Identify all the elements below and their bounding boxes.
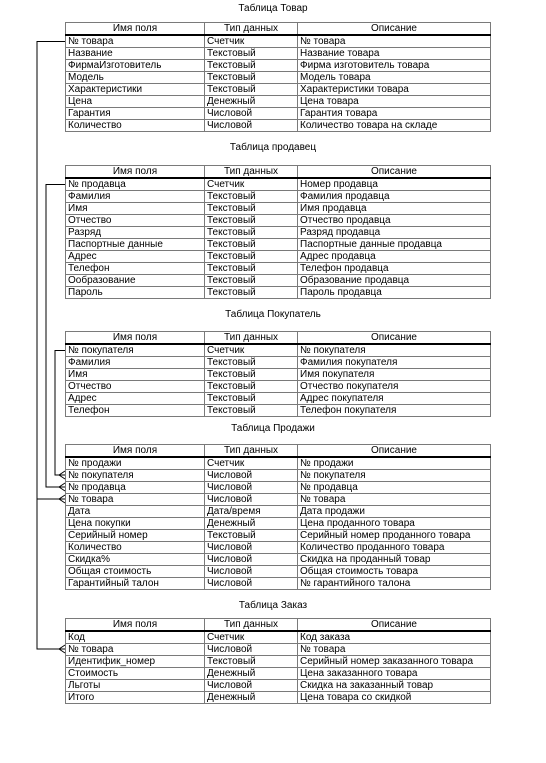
header-data-type: Тип данных <box>205 23 298 36</box>
data-type-cell: Текстовый <box>205 263 298 275</box>
description-cell: № товара <box>298 35 491 48</box>
field-name-cell: Льготы <box>66 680 205 692</box>
data-type-cell: Числовой <box>205 554 298 566</box>
description-cell: Фамилия продавца <box>298 191 491 203</box>
description-cell: Образование продавца <box>298 275 491 287</box>
header-description: Описание <box>298 166 491 179</box>
description-cell: № товара <box>298 644 491 656</box>
field-name-cell: Гарантийный талон <box>66 578 205 590</box>
description-cell: Адрес продавца <box>298 251 491 263</box>
field-name-cell: Пароль <box>66 287 205 299</box>
field-name-cell: Телефон <box>66 405 205 417</box>
field-name-cell: Имя <box>66 369 205 381</box>
data-type-cell: Текстовый <box>205 287 298 299</box>
description-cell: Цена заказанного товара <box>298 668 491 680</box>
data-type-cell: Текстовый <box>205 656 298 668</box>
description-cell: № покупателя <box>298 344 491 357</box>
data-type-cell: Счетчик <box>205 344 298 357</box>
data-type-cell: Текстовый <box>205 251 298 263</box>
description-cell: Модель товара <box>298 72 491 84</box>
data-type-cell: Числовой <box>205 482 298 494</box>
data-type-cell: Текстовый <box>205 405 298 417</box>
description-cell: Цена товара со скидкой <box>298 692 491 704</box>
description-cell: Серийный номер заказанного товара <box>298 656 491 668</box>
field-name-cell: Характеристики <box>66 84 205 96</box>
data-type-cell: Текстовый <box>205 72 298 84</box>
header-data-type: Тип данных <box>205 445 298 458</box>
field-name-cell: Модель <box>66 72 205 84</box>
header-description: Описание <box>298 332 491 345</box>
data-type-cell: Денежный <box>205 96 298 108</box>
data-type-cell: Счетчик <box>205 35 298 48</box>
description-cell: Пароль продавца <box>298 287 491 299</box>
description-cell: № продавца <box>298 482 491 494</box>
data-type-cell: Числовой <box>205 566 298 578</box>
field-name-cell: Фамилия <box>66 357 205 369</box>
data-type-cell: Счетчик <box>205 457 298 470</box>
data-type-cell: Текстовый <box>205 239 298 251</box>
data-type-cell: Текстовый <box>205 369 298 381</box>
data-type-cell: Числовой <box>205 494 298 506</box>
header-description: Описание <box>298 445 491 458</box>
description-cell: Отчество покупателя <box>298 381 491 393</box>
data-type-cell: Текстовый <box>205 357 298 369</box>
field-name-cell: Общая стоимость <box>66 566 205 578</box>
header-field-name: Имя поля <box>66 23 205 36</box>
link-buyer-to-sales <box>55 351 65 476</box>
data-type-cell: Числовой <box>205 680 298 692</box>
data-type-cell: Числовой <box>205 578 298 590</box>
description-cell: Паспортные данные продавца <box>298 239 491 251</box>
field-name-cell: № покупателя <box>66 344 205 357</box>
field-name-cell: Адрес <box>66 251 205 263</box>
data-type-cell: Числовой <box>205 542 298 554</box>
link-product-to-order <box>37 42 65 650</box>
field-name-cell: № товара <box>66 644 205 656</box>
description-cell: Фирма изготовитель товара <box>298 60 491 72</box>
field-name-cell: Телефон <box>66 263 205 275</box>
table-title: Таблица Покупатель <box>225 309 321 320</box>
description-cell: Цена товара <box>298 96 491 108</box>
description-cell: Серийный номер проданного товара <box>298 530 491 542</box>
data-type-cell: Текстовый <box>205 203 298 215</box>
description-cell: Количество товара на складе <box>298 120 491 132</box>
field-name-cell: Имя <box>66 203 205 215</box>
header-field-name: Имя поля <box>66 166 205 179</box>
header-data-type: Тип данных <box>205 166 298 179</box>
description-cell: Цена проданного товара <box>298 518 491 530</box>
field-name-cell: № продажи <box>66 457 205 470</box>
description-cell: Общая стоимость товара <box>298 566 491 578</box>
description-cell: Телефон покупателя <box>298 405 491 417</box>
field-name-cell: № товара <box>66 35 205 48</box>
field-name-cell: Ообразование <box>66 275 205 287</box>
field-name-cell: Стоимость <box>66 668 205 680</box>
description-cell: Гарантия товара <box>298 108 491 120</box>
description-cell: Отчество продавца <box>298 215 491 227</box>
data-type-cell: Числовой <box>205 120 298 132</box>
field-name-cell: Цена <box>66 96 205 108</box>
description-cell: № продажи <box>298 457 491 470</box>
field-name-cell: Гарантия <box>66 108 205 120</box>
field-name-cell: Отчество <box>66 215 205 227</box>
header-field-name: Имя поля <box>66 445 205 458</box>
link-product-to-sales <box>37 42 65 500</box>
field-name-cell: Фамилия <box>66 191 205 203</box>
description-cell: Телефон продавца <box>298 263 491 275</box>
table-title: Таблица Заказ <box>238 600 308 611</box>
field-name-cell: Идентифик_номер <box>66 656 205 668</box>
field-name-cell: Адрес <box>66 393 205 405</box>
description-cell: Адрес покупателя <box>298 393 491 405</box>
description-cell: Имя покупателя <box>298 369 491 381</box>
field-name-cell: Название <box>66 48 205 60</box>
data-type-cell: Текстовый <box>205 48 298 60</box>
description-cell: № покупателя <box>298 470 491 482</box>
table-title: Таблица Товар <box>238 3 308 14</box>
description-cell: Код заказа <box>298 631 491 644</box>
description-cell: Дата продажи <box>298 506 491 518</box>
field-name-cell: Количество <box>66 542 205 554</box>
field-name-cell: № товара <box>66 494 205 506</box>
description-cell: Скидка на проданный товар <box>298 554 491 566</box>
field-name-cell: № продавца <box>66 482 205 494</box>
field-name-cell: Отчество <box>66 381 205 393</box>
description-cell: Фамилия покупателя <box>298 357 491 369</box>
field-name-cell: Паспортные данные <box>66 239 205 251</box>
data-type-cell: Текстовый <box>205 84 298 96</box>
field-name-cell: Итого <box>66 692 205 704</box>
field-name-cell: Скидка% <box>66 554 205 566</box>
field-name-cell: № покупателя <box>66 470 205 482</box>
field-name-cell: Цена покупки <box>66 518 205 530</box>
data-type-cell: Текстовый <box>205 191 298 203</box>
description-cell: Скидка на заказанный товар <box>298 680 491 692</box>
data-type-cell: Дата/время <box>205 506 298 518</box>
data-type-cell: Текстовый <box>205 215 298 227</box>
description-cell: Имя продавца <box>298 203 491 215</box>
description-cell: Название товара <box>298 48 491 60</box>
table-title: Таблица Продажи <box>231 423 315 434</box>
data-type-cell: Текстовый <box>205 60 298 72</box>
data-type-cell: Денежный <box>205 692 298 704</box>
field-name-cell: Код <box>66 631 205 644</box>
data-type-cell: Числовой <box>205 108 298 120</box>
table-title: Таблица продавец <box>229 142 317 153</box>
data-type-cell: Текстовый <box>205 530 298 542</box>
data-type-cell: Текстовый <box>205 393 298 405</box>
data-type-cell: Числовой <box>205 644 298 656</box>
description-cell: Характеристики товара <box>298 84 491 96</box>
data-type-cell: Текстовый <box>205 275 298 287</box>
description-cell: Номер продавца <box>298 178 491 191</box>
field-name-cell: Количество <box>66 120 205 132</box>
field-name-cell: Разряд <box>66 227 205 239</box>
data-type-cell: Денежный <box>205 668 298 680</box>
field-name-cell: ФирмаИзготовитель <box>66 60 205 72</box>
data-type-cell: Текстовый <box>205 227 298 239</box>
field-name-cell: Серийный номер <box>66 530 205 542</box>
field-name-cell: № продавца <box>66 178 205 191</box>
data-type-cell: Счетчик <box>205 178 298 191</box>
header-field-name: Имя поля <box>66 619 205 632</box>
data-type-cell: Текстовый <box>205 381 298 393</box>
header-data-type: Тип данных <box>205 619 298 632</box>
data-type-cell: Числовой <box>205 470 298 482</box>
description-cell: № товара <box>298 494 491 506</box>
header-data-type: Тип данных <box>205 332 298 345</box>
description-cell: Количество проданного товара <box>298 542 491 554</box>
header-description: Описание <box>298 23 491 36</box>
field-name-cell: Дата <box>66 506 205 518</box>
header-field-name: Имя поля <box>66 332 205 345</box>
data-type-cell: Денежный <box>205 518 298 530</box>
header-description: Описание <box>298 619 491 632</box>
description-cell: Разряд продавца <box>298 227 491 239</box>
data-type-cell: Счетчик <box>205 631 298 644</box>
description-cell: № гарантийного талона <box>298 578 491 590</box>
